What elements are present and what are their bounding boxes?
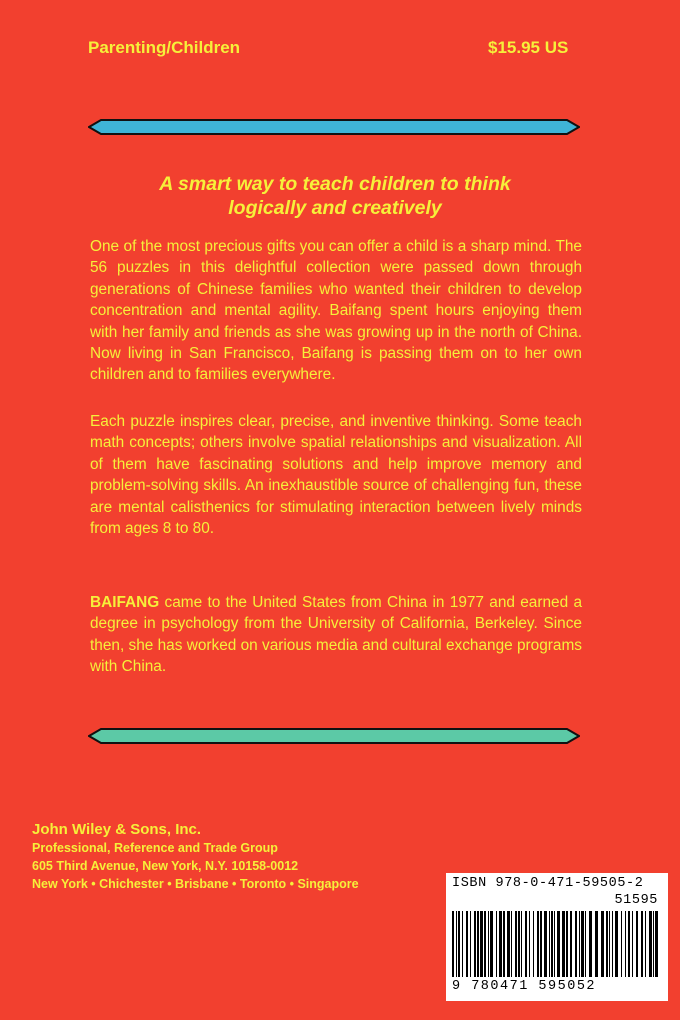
description-paragraph-1: One of the most precious gifts you can offer a child is a sharp mind. The 56 puzzles in this delightful collection were passed down through generations of Chinese families who wanted their children to develop concentration and mental agility. Baifang spent hours enjoying them with her family and friends as she was growing up in the north of China. Now living in San Francisco, Baifang is passing them on to her own children and to families everywhere. (90, 238, 582, 384)
price-code: 51595 (614, 893, 658, 908)
top-divider-bar (88, 118, 580, 136)
bottom-divider-bar (88, 727, 580, 745)
barcode-box (446, 873, 668, 1001)
isbn-text: ISBN 978-0-471-59505-2 (452, 876, 644, 891)
publisher-name: John Wiley & Sons, Inc. (32, 821, 202, 838)
tagline (90, 172, 580, 220)
publisher-block (32, 820, 359, 893)
tagline-line-2: logically and creatively (228, 197, 442, 219)
tagline-line-1: A smart way to teach children to think (159, 173, 511, 195)
ean-text: 9 780471 595052 (452, 979, 597, 994)
publisher-address: 605 Third Avenue, New York, N.Y. 10158-0012 (32, 858, 299, 873)
description-paragraph-2: Each puzzle inspires clear, precise, and inventive thinking. Some teach math concepts; others involve spatial relationships and visualization. All of them have fascinating solutions and help improve memory and problem-solving skills. An inexhaustible source of challenging fun, these are mental calisthenics for stimulating interaction between lively minds from ages 8 to 80. (90, 413, 582, 538)
publisher-group: Professional, Reference and Trade Group (32, 841, 278, 855)
publisher-cities: New York • Chichester • Brisbane • Toronto • Singapore (32, 876, 359, 891)
author-bio-text: came to the United States from China in 1977 and earned a degree in psychology from the University of California, Berkeley. Since then, she has worked on various media and cultural exchange programs with China. (90, 594, 582, 676)
price-label: $15.95 US (488, 38, 569, 57)
barcode-image (450, 911, 664, 977)
author-name: BAIFANG (90, 594, 160, 611)
category-label: Parenting/Children (88, 38, 241, 57)
author-bio (90, 592, 582, 678)
